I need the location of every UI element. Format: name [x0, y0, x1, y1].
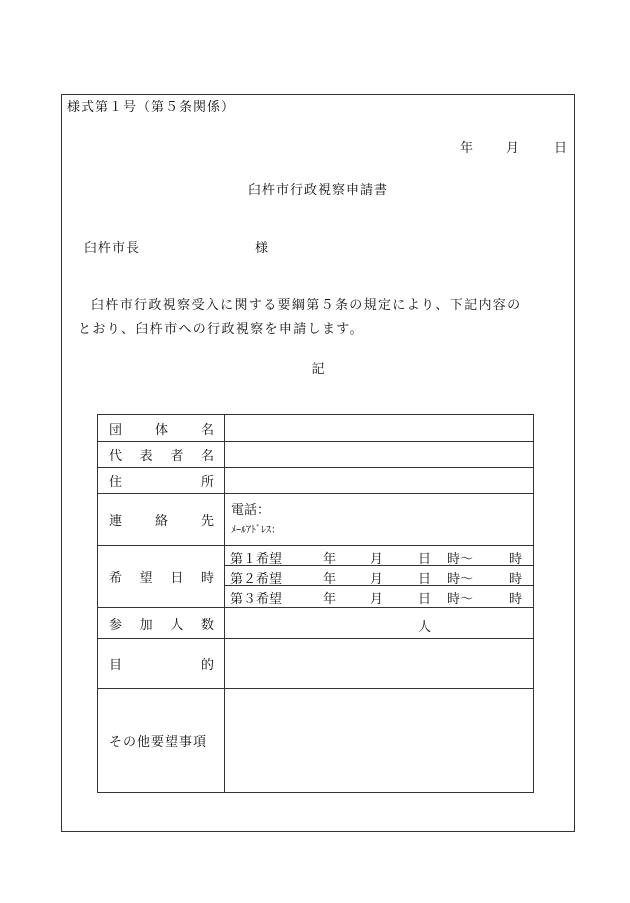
label-char: 名	[200, 449, 214, 464]
form-frame	[61, 94, 575, 832]
row-purpose	[98, 639, 533, 689]
label-char: 者	[170, 449, 184, 464]
label-char: 希	[109, 571, 123, 586]
row-participants	[98, 608, 533, 639]
request-statement	[78, 294, 568, 342]
preference-from-hour: 時～	[447, 552, 474, 567]
ki-heading: 記	[311, 362, 325, 377]
preference-month: 月	[370, 552, 384, 567]
organization-field[interactable]	[225, 415, 533, 441]
form-number: 様式第１号（第５条関係）	[67, 100, 236, 115]
representative-field[interactable]	[225, 442, 533, 467]
preferred-date-row-2[interactable]	[225, 566, 533, 586]
preference-year: 年	[323, 552, 337, 567]
label-text: その他要望事項	[109, 735, 208, 750]
label-participants	[98, 608, 225, 638]
label-char: 参	[109, 617, 123, 633]
preference-day: 日	[418, 572, 432, 587]
purpose-field[interactable]	[225, 639, 533, 688]
label-char: 望	[139, 571, 153, 586]
label-char: 所	[200, 475, 214, 490]
preference-to-hour: 時	[509, 572, 523, 587]
row-other-requests	[98, 689, 533, 792]
preference-day: 日	[418, 592, 432, 607]
label-address	[98, 468, 225, 493]
application-table	[97, 414, 534, 793]
preference-month: 月	[370, 572, 384, 587]
label-char: 時	[200, 571, 214, 586]
preference-from-hour: 時～	[447, 592, 474, 607]
label-char: 人	[170, 617, 184, 633]
participants-unit: 人	[418, 620, 432, 635]
row-preferred-date	[98, 546, 533, 608]
participants-field[interactable]	[225, 608, 533, 638]
phone-label: 電話：	[231, 503, 271, 518]
document-title: 臼杵市行政視察申請書	[247, 183, 388, 198]
label-char: 団	[109, 422, 123, 438]
label-purpose	[98, 639, 225, 688]
label-char: 代	[109, 449, 123, 464]
row-representative	[98, 442, 533, 468]
label-char: 連	[109, 514, 123, 529]
request-statement-line-1: 臼杵市行政視察受入に関する要綱第５条の規定により、下記内容の	[91, 298, 522, 313]
preference-day: 日	[418, 552, 432, 567]
label-char: 加	[139, 617, 153, 633]
preferred-date-field[interactable]	[225, 546, 533, 607]
contact-field[interactable]	[225, 494, 533, 545]
label-other-requests	[98, 689, 225, 792]
addressee: 臼杵市長	[84, 241, 141, 256]
date-year: 年	[460, 141, 474, 156]
label-char: 名	[200, 422, 214, 438]
label-representative	[98, 442, 225, 467]
row-address	[98, 468, 533, 494]
preference-year: 年	[323, 572, 337, 587]
label-contact	[98, 494, 225, 545]
row-contact	[98, 494, 533, 546]
label-char: 表	[139, 449, 153, 464]
preference-label: 第３希望	[230, 592, 283, 607]
label-char: 目	[109, 658, 123, 673]
preference-label: 第２希望	[230, 572, 283, 587]
label-char: 先	[200, 514, 214, 529]
date-month: 月	[506, 141, 520, 156]
preference-label: 第１希望	[230, 552, 283, 567]
request-statement-line-2: とおり、臼杵市への行政視察を申請します。	[78, 322, 364, 337]
other-requests-field[interactable]	[225, 689, 533, 792]
label-char: 的	[200, 658, 214, 673]
date-day: 日	[554, 141, 568, 156]
label-preferred-date	[98, 546, 225, 607]
email-label: ﾒｰﾙｱﾄﾞﾚｽ：	[231, 525, 281, 536]
preferred-date-row-3[interactable]	[225, 586, 533, 607]
preference-year: 年	[323, 592, 337, 607]
label-char: 日	[170, 571, 184, 586]
honorific: 様	[255, 241, 269, 256]
label-organization	[98, 415, 225, 441]
preference-from-hour: 時～	[447, 572, 474, 587]
label-char: 数	[200, 617, 214, 633]
preference-month: 月	[370, 592, 384, 607]
label-char: 絡	[154, 514, 168, 529]
date-line	[460, 137, 568, 155]
preferred-date-row-1[interactable]	[225, 546, 533, 566]
label-char: 体	[154, 422, 168, 438]
row-organization	[98, 415, 533, 442]
preference-to-hour: 時	[509, 592, 523, 607]
address-field[interactable]	[225, 468, 533, 493]
preference-to-hour: 時	[509, 552, 523, 567]
label-char: 住	[109, 475, 123, 490]
